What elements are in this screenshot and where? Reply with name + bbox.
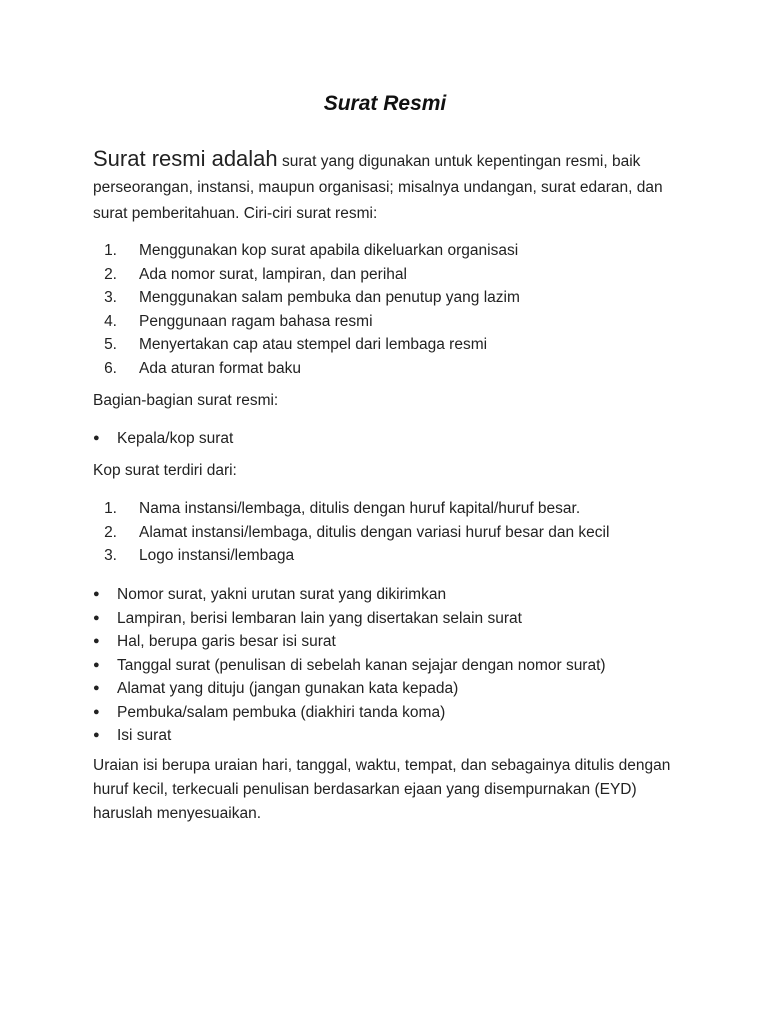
list-item-text: Menyertakan cap atau stempel dari lembaga resmi [139,336,488,353]
closing-paragraph: Uraian isi berupa uraian hari, tanggal, waktu, tempat, dan sebagainya ditulis dengan huruf kecil, terkecuali penulisan berdasarkan ejaan yang disempurnakan (EYD) haruslah menyesuaikan. [93,757,671,822]
list-item [93,630,606,654]
list-number: 4. [104,312,117,330]
bullet-icon: ● [93,432,100,444]
ciri-list [93,239,520,380]
list-item [93,701,606,725]
list-item [93,333,520,357]
list-item [93,724,606,748]
kop-list [93,497,609,568]
intro-text: surat yang digunakan untuk kepentingan resmi, baik perseorangan, instansi, maupun organisasi; misalnya undangan, surat edaran, dan surat pemberitahuan. Ciri-ciri surat resmi: [93,153,663,222]
list-item-text: Ada aturan format baku [139,359,301,377]
list-item [93,544,609,568]
list-number: 2. [104,523,117,541]
list-number: 3. [104,547,117,564]
bullet-icon: ● [93,658,100,671]
list-item-text: Penggunaan ragam bahasa resmi [139,312,373,330]
intro-lead: Surat resmi adalah [93,146,278,171]
document-title: Surat Resmi [323,92,447,115]
list-item [93,239,520,263]
list-item-text: Pembuka/salam pembuka (diakhiri tanda koma) [117,703,446,721]
list-item [93,357,520,381]
list-item-text: Ada nomor surat, lampiran, dan perihal [139,265,407,283]
list-item [93,677,606,701]
list-item [93,497,609,521]
bullet-icon: ● [93,729,100,741]
bullet-icon: ● [93,705,100,718]
list-item [93,427,233,451]
bagian-list-first [93,427,233,451]
kop-heading: Kop surat terdiri dari: [93,462,237,479]
list-number: 2. [104,265,117,283]
list-item-text: Alamat instansi/lembaga, ditulis dengan variasi huruf besar dan kecil [139,523,610,541]
list-item-text: Alamat yang dituju (jangan gunakan kata kepada) [117,680,459,697]
bullet-icon: ● [93,588,100,600]
list-item [93,607,606,631]
bullet-icon: ● [93,611,100,624]
bagian-heading: Bagian-bagian surat resmi: [93,392,279,409]
list-item [93,286,520,310]
list-item-text: Nama instansi/lembaga, ditulis dengan huruf kapital/huruf besar. [139,500,581,517]
bullet-icon: ● [93,635,100,647]
list-number: 6. [104,359,117,377]
list-item-text: Menggunakan salam pembuka dan penutup yang lazim [139,289,520,306]
list-item [93,263,520,287]
list-item-text: Lampiran, berisi lembaran lain yang disertakan selain surat [117,609,522,627]
list-number: 3. [104,289,117,306]
list-item-text: Nomor surat, yakni urutan surat yang dikirimkan [117,586,447,603]
list-item [93,583,606,607]
list-item-text: Menggunakan kop surat apabila dikeluarkan organisasi [139,242,519,259]
intro-paragraph [93,146,683,227]
list-item [93,310,520,334]
list-item-text: Hal, berupa garis besar isi surat [117,633,336,650]
list-item [93,654,606,678]
list-item-text: Logo instansi/lembaga [139,547,295,564]
bullet-icon: ● [93,682,100,694]
list-item-text: Tanggal surat (penulisan di sebelah kanan sejajar dengan nomor surat) [117,656,606,674]
list-item-text: Isi surat [117,727,172,744]
list-number: 5. [104,336,117,353]
list-number: 1. [104,500,117,517]
list-number: 1. [104,242,117,259]
list-item-text: Kepala/kop surat [117,430,234,447]
bagian-list-rest [93,583,606,748]
list-item [93,521,609,545]
